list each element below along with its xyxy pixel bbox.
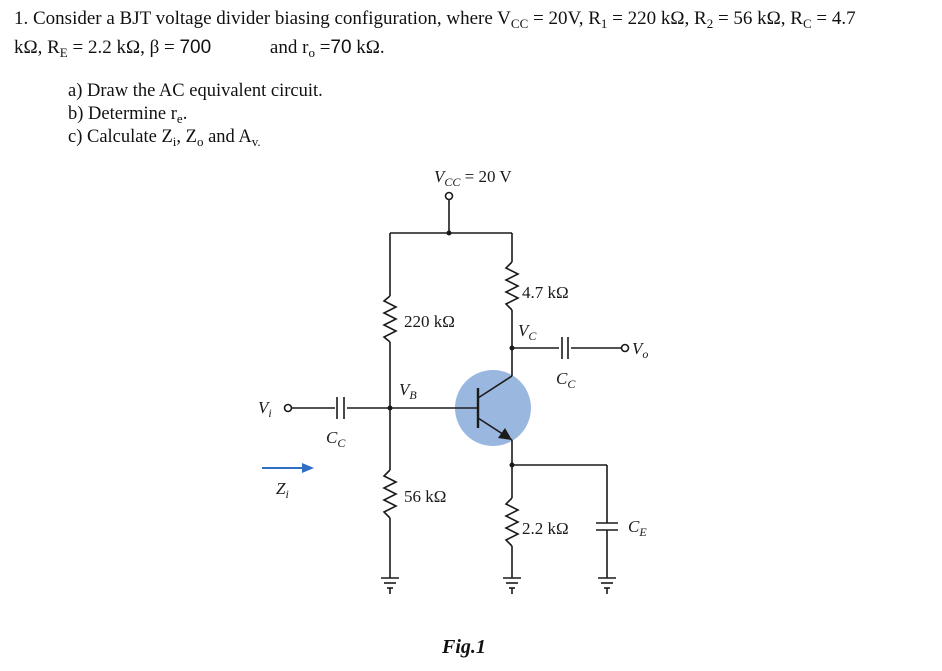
r1-label: 220 kΩ [404,312,455,331]
cc-input-label: $C_C$ [326,428,346,450]
problem-line-2: kΩ, $R_E = 2.2$ kΩ, β = 700 and $r_o =70$ kΩ. [14,37,385,60]
r2-label: 56 kΩ [404,487,447,506]
cc-output-capacitor [562,337,568,359]
rc-resistor [506,262,518,310]
part-c: c) Calculate $Z_i$, $Z_o$ and $A_{v.}$ [68,127,261,149]
vi-terminal [285,405,292,412]
ground-r2 [381,578,399,594]
cc-input-capacitor [337,397,344,419]
vi-label: $V_i$ [258,398,272,420]
r1-resistor [384,296,396,342]
part-b: b) Determine $r_e$. [68,104,188,126]
re-label: 2.2 kΩ [522,519,569,538]
vc-label: $V_C$ [518,321,537,343]
vb-label: $V_B$ [399,380,417,402]
cc-output-label: $C_C$ [556,369,576,391]
problem-line-1: 1. Consider a BJT voltage divider biasing configuration, where $V_{CC} = 20V$, $R_1 = 220$ kΩ, $R_2 = 56$ kΩ, $R_C = 4.7$ [14,8,856,31]
figure-caption: Fig.1 [442,636,486,658]
vo-terminal [622,345,629,352]
ground-ce [598,578,616,594]
re-resistor [506,498,518,546]
vo-label: $V_o$ [632,339,649,361]
ground-re [503,578,521,594]
ro-value: 70 [330,37,352,58]
part-a: a) Draw the AC equivalent circuit. [68,81,323,101]
vcc-label: $V_{CC} = 20$ V [434,167,512,189]
rc-label: 4.7 kΩ [522,283,569,302]
vcc-terminal [446,193,453,200]
beta-value: 700 [179,37,212,58]
r2-resistor [384,470,396,518]
zi-label: $Z_i$ [276,479,289,501]
ce-capacitor [596,523,618,530]
problem-intro: Consider a BJT voltage divider biasing configuration, where V [33,8,511,29]
zi-arrow [262,463,314,473]
problem-number: 1. [14,8,29,29]
ce-label: $C_E$ [628,517,647,539]
